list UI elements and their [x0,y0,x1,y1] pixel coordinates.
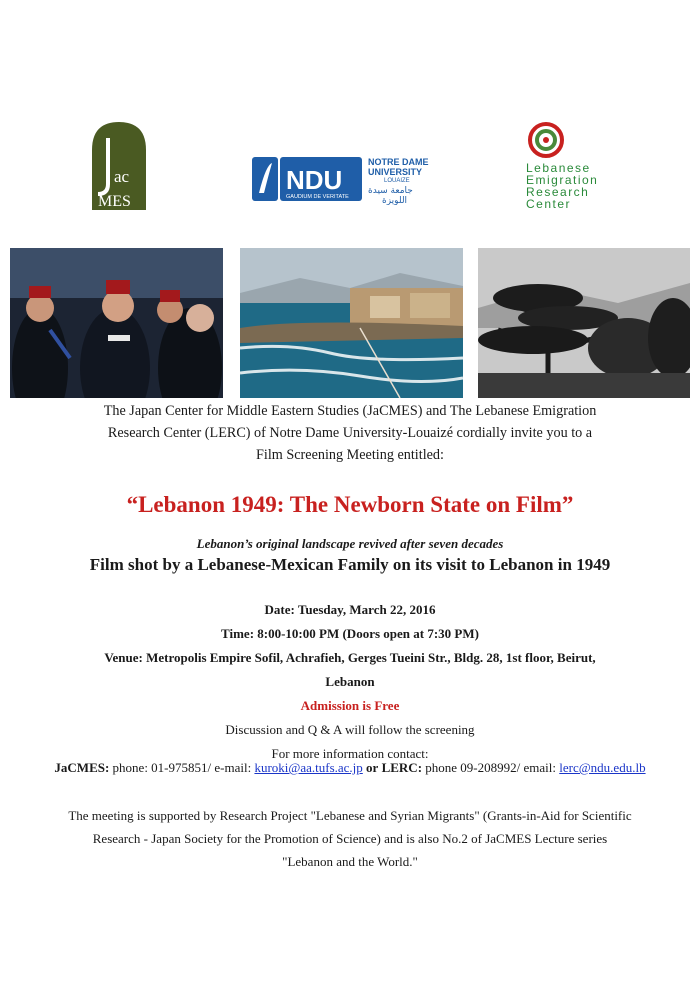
event-date: Date: Tuesday, March 22, 2016 [264,602,436,617]
discussion-note: Discussion and Q & A will follow the screening [225,722,475,737]
event-venue: Venue: Metropolis Empire Sofil, Achrafieh, Gerges Tueini Str., Bldg. 28, 1st floor, Beirut, [104,650,596,665]
jacmes-contact-label: JaCMES: [54,760,110,775]
photo-officials [10,248,223,398]
ndu-logo-line1: NOTRE DAME [368,157,429,167]
ndu-logo [252,155,448,205]
footer-line-1: The meeting is supported by Research Project "Lebanese and Syrian Migrants" (Grants-in-Aid for Scientific [68,808,632,823]
intro-line-2: Research Center (LERC) of Notre Dame University-Louaizé cordially invite you to a [107,425,593,441]
footer-line-2: Research - Japan Society for the Promotion of Science) and is also No.2 of JaCMES Lecture series [92,831,608,846]
lerc-email-link[interactable]: lerc@ndu.edu.lb [559,760,646,775]
lerc-logo-l1: Lebanese [526,161,591,175]
admission-free: Admission is Free [300,698,400,713]
intro-line-3: Film Screening Meeting entitled: [256,447,444,463]
event-venue-city: Lebanon [325,674,375,689]
jacmes-logo [86,118,152,214]
jacmes-logo-text-2: MES [98,193,131,210]
lerc-contact-label: LERC: [381,760,423,775]
event-title: “Lebanon 1949: The Newborn State on Film” [126,492,574,517]
intro-text [0,400,700,466]
contact-line [0,760,700,776]
lerc-logo [520,120,610,212]
footer-line-3: "Lebanon and the World." [282,854,418,869]
ndu-logo-line2: UNIVERSITY [368,167,423,177]
ndu-logo-arabic1: جامعة سيدة [368,186,413,196]
jacmes-contact-text: phone: 01-975851/ e-mail: [112,760,252,775]
ndu-logo-motto: GAUDIUM DE VERITATE [286,194,349,200]
ndu-logo-arabic2: اللويزة [382,196,408,205]
lerc-contact-text: phone 09-208992/ email: [425,760,556,775]
lerc-logo-l2: Emigration [526,173,599,187]
event-time: Time: 8:00-10:00 PM (Doors open at 7:30 PM) [221,626,479,641]
photo-cedars [478,248,690,398]
event-details [0,598,700,766]
photo-coastline [240,248,463,398]
lerc-logo-l4: Center [526,197,572,211]
more-info-label: For more information contact: [271,746,429,761]
footer-note [0,804,700,873]
event-headline: Film shot by a Lebanese-Mexican Family on its visit to Lebanon in 1949 [89,555,611,574]
jacmes-email-link[interactable]: kuroki@aa.tufs.ac.jp [254,760,363,775]
event-subtitle: Lebanon’s original landscape revived after seven decades [196,536,504,551]
intro-line-1: The Japan Center for Middle Eastern Studies (JaCMES) and The Lebanese Emigration [103,403,597,419]
lerc-logo-l3: Research [526,185,590,199]
ndu-logo-line3: LOUAIZE [384,178,410,184]
jacmes-logo-text-1: ac [114,167,130,186]
contact-or: or [366,760,379,775]
ndu-logo-mark: NDU [286,165,343,195]
